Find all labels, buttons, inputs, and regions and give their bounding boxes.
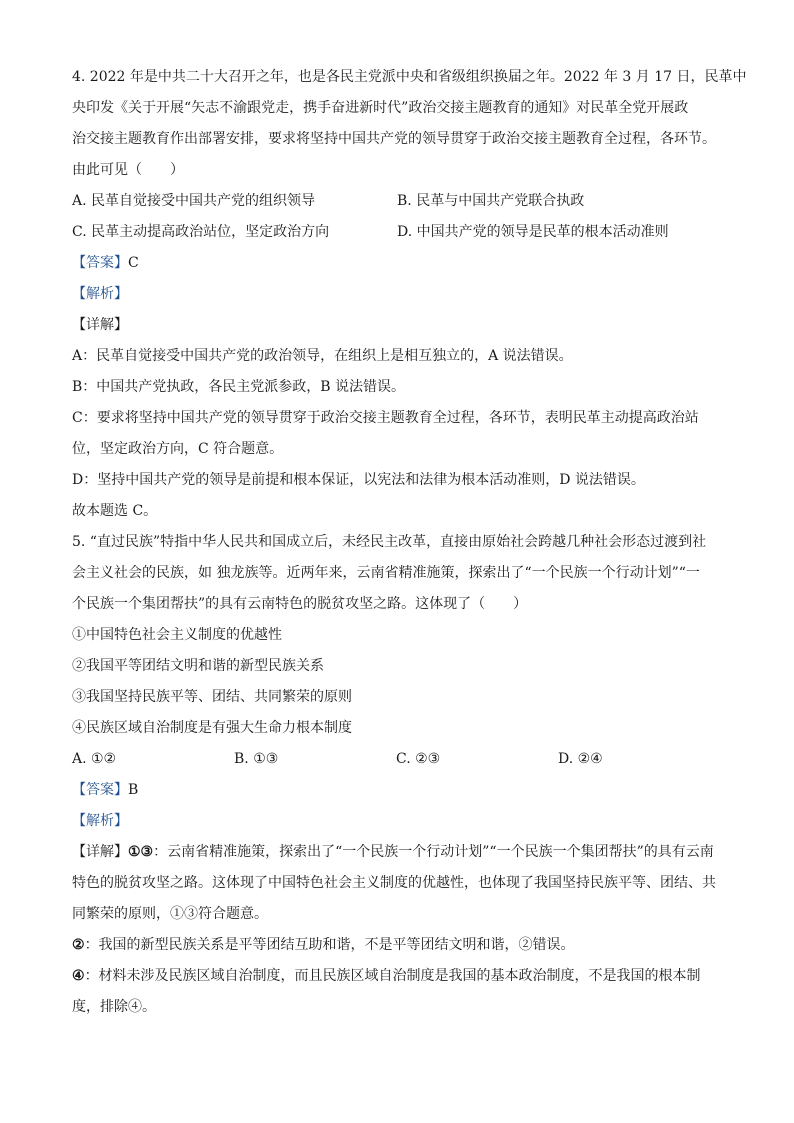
q5-stem-line: 个民族一个集团帮扶”的具有云南特色的脱贫攻坚之路。这体现了（ ） bbox=[72, 596, 528, 612]
q5-detail-line: 特色的脱贫攻坚之路。这体现了中国特色社会主义制度的优越性，也体现了我国坚持民族平等、团结、共 bbox=[72, 875, 716, 891]
q5-option-b: B. ①③ bbox=[234, 751, 279, 767]
q5-stem-line: 5. “直过民族”特指中华人民共和国成立后，未经民主改革，直接由原始社会跨越几种社会形态过渡到社 bbox=[72, 534, 707, 550]
detail-prefix: ①③ bbox=[128, 844, 154, 860]
detail-prefix: ② bbox=[72, 937, 85, 953]
detail-tag: 【详解】 bbox=[72, 317, 128, 333]
q4-detail-heading bbox=[72, 310, 722, 341]
detail-text: ：材料未涉及民族区域自治制度，而且民族区域自治制度是我国的基本政治制度，不是我国的根本制 bbox=[84, 968, 701, 984]
analysis-tag: 【解析】 bbox=[72, 286, 128, 302]
q4-conclusion: 故本题选 C。 bbox=[72, 503, 158, 519]
q5-options-row bbox=[72, 744, 722, 775]
answer-value: B bbox=[128, 782, 139, 798]
q5-item: ①中国特色社会主义制度的优越性 bbox=[72, 627, 282, 643]
q4-options-row-2 bbox=[72, 217, 722, 248]
detail-text: ：云南省精准施策，探索出了“一个民族一个行动计划”“一个民族一个集团帮扶”的具有云南 bbox=[153, 844, 714, 860]
q4-option-d: D. 中国共产党的领导是民革的根本活动准则 bbox=[397, 224, 669, 240]
q4-option-b: B. 民革与中国共产党联合执政 bbox=[397, 193, 585, 209]
q5-detail-line: 度，排除④。 bbox=[72, 999, 156, 1015]
q4-detail-line: B：中国共产党执政，各民主党派参政，B 说法错误。 bbox=[72, 379, 406, 395]
analysis-tag: 【解析】 bbox=[72, 813, 128, 829]
q5-detail-line bbox=[72, 930, 722, 961]
q4-answer bbox=[72, 248, 722, 279]
q5-detail-line: 同繁荣的原则，①③符合题意。 bbox=[72, 906, 268, 922]
answer-tag: 【答案】 bbox=[72, 782, 128, 798]
q4-detail-line: 位，坚定政治方向，C 符合题意。 bbox=[72, 441, 284, 457]
detail-tag: 【详解】 bbox=[72, 844, 128, 860]
q4-option-a: A. 民革自觉接受中国共产党的组织领导 bbox=[72, 193, 316, 209]
q5-detail-line bbox=[72, 837, 722, 868]
detail-text: ：我国的新型民族关系是平等团结互助和谐，不是平等团结文明和谐，②错误。 bbox=[84, 937, 575, 953]
q4-stem-line: 央印发《关于开展“矢志不渝跟党走，携手奋进新时代”政治交接主题教育的通知》对民革全党开展政 bbox=[72, 100, 689, 116]
q5-option-a: A. ①② bbox=[72, 751, 117, 767]
q4-option-c: C. 民革主动提高政治站位，坚定政治方向 bbox=[72, 224, 330, 240]
q5-option-c: C. ②③ bbox=[396, 751, 441, 767]
q4-analysis bbox=[72, 279, 722, 310]
q4-stem-line: 4. 2022 年是中共二十大召开之年，也是各民主党派中央和省级组织换届之年。2022 年 3 月 17 日，民革中 bbox=[72, 69, 747, 85]
q4-stem-line: 由此可见（ ） bbox=[72, 162, 184, 178]
q5-analysis bbox=[72, 806, 722, 837]
q4-detail-line: A：民革自觉接受中国共产党的政治领导，在组织上是相互独立的，A 说法错误。 bbox=[72, 348, 573, 364]
q5-option-d: D. ②④ bbox=[558, 751, 603, 767]
q5-answer bbox=[72, 775, 722, 806]
q4-detail-line: C：要求将坚持中国共产党的领导贯穿于政治交接主题教育全过程，各环节，表明民革主动提高政治站 bbox=[72, 410, 699, 426]
answer-value: C bbox=[128, 255, 139, 271]
q5-detail-line bbox=[72, 961, 722, 992]
q5-item: ③我国坚持民族平等、团结、共同繁荣的原则 bbox=[72, 689, 352, 705]
detail-prefix: ④ bbox=[72, 968, 85, 984]
q5-item: ②我国平等团结文明和谐的新型民族关系 bbox=[72, 658, 324, 674]
document-page bbox=[72, 62, 747, 1023]
q5-item: ④民族区域自治制度是有强大生命力根本制度 bbox=[72, 720, 352, 736]
answer-tag: 【答案】 bbox=[72, 255, 128, 271]
question-4 bbox=[72, 62, 747, 527]
question-5 bbox=[72, 527, 722, 1023]
q4-detail-line: D：坚持中国共产党的领导是前提和根本保证，以宪法和法律为根本活动准则，D 说法错误。 bbox=[72, 472, 645, 488]
q4-options-row-1 bbox=[72, 186, 722, 217]
q5-stem-line: 会主义社会的民族，如 独龙族等。近两年来，云南省精准施策，探索出了“一个民族一个行动计划”“一 bbox=[72, 565, 700, 581]
q4-stem-line: 治交接主题教育作出部署安排，要求将坚持中国共产党的领导贯穿于政治交接主题教育全过程，各环节。 bbox=[72, 131, 716, 147]
